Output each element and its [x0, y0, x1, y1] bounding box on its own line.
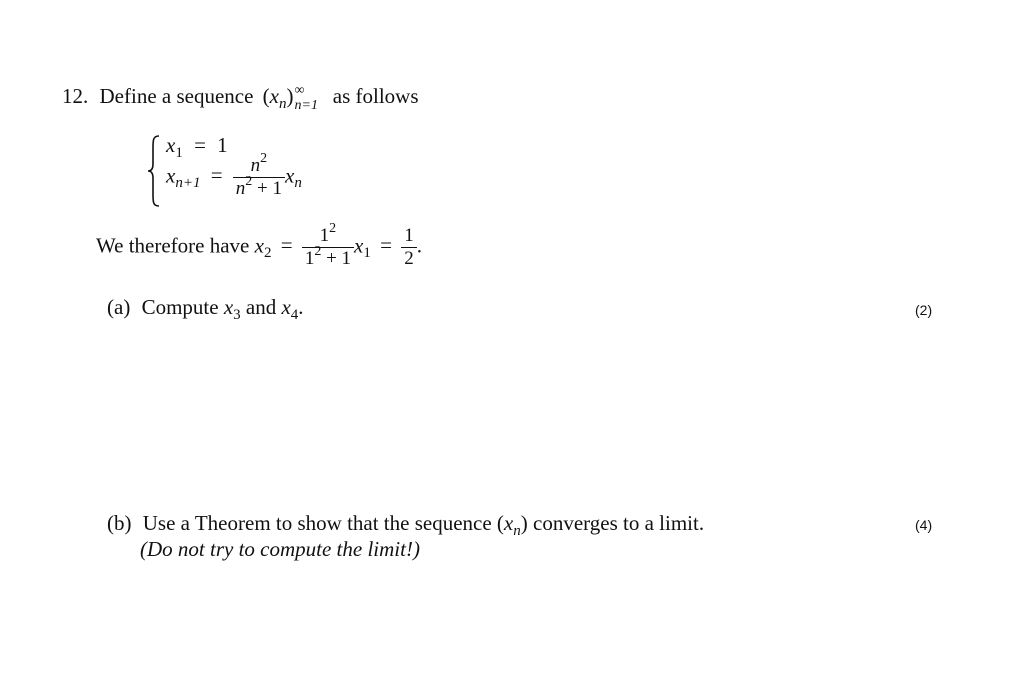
- left-brace-icon: [146, 134, 162, 208]
- sequence-notation: $(x_n)$ ∞ n=1: [262, 83, 318, 113]
- recurrence-line-1: $x_1 = 1$: [166, 133, 228, 161]
- question-intro-text: Define a sequence: [99, 84, 254, 108]
- question-intro-tail: as follows: [332, 84, 419, 108]
- part-a-label: (a): [107, 295, 131, 319]
- question-number: 12.: [62, 84, 89, 108]
- part-b-marks: (4): [915, 517, 933, 533]
- recurrence-line-2: $x_{n+1}$ = $\frac{n^2}{n^2 + 1}$ $x_n$: [166, 151, 302, 199]
- part-b-note: (Do not try to compute the limit!): [140, 537, 420, 561]
- result-fraction: $\frac{1}{2}$: [401, 226, 417, 269]
- recurrence-fraction: $\frac{n^2}{n^2 + 1}$: [233, 156, 285, 199]
- question-header: [62, 83, 419, 113]
- part-a-marks: (2): [915, 302, 933, 318]
- consequence-text: We therefore have: [96, 233, 250, 258]
- consequence-fraction: $\frac{1^2}{1^2 + 1}$: [302, 226, 354, 269]
- consequence-line: We therefore have $x_2$ = $\frac{1^2}{1^2 + 1}$ $x_1$ = $\frac{1}{2}$ .: [96, 221, 422, 269]
- part-b-label: (b): [107, 511, 132, 535]
- part-b: (b) Use a Theorem to show that the sequence $(x_n)$ converges to a limit.: [107, 511, 705, 539]
- part-a: (a) Compute $x_3$ and $x_4$.: [107, 295, 304, 323]
